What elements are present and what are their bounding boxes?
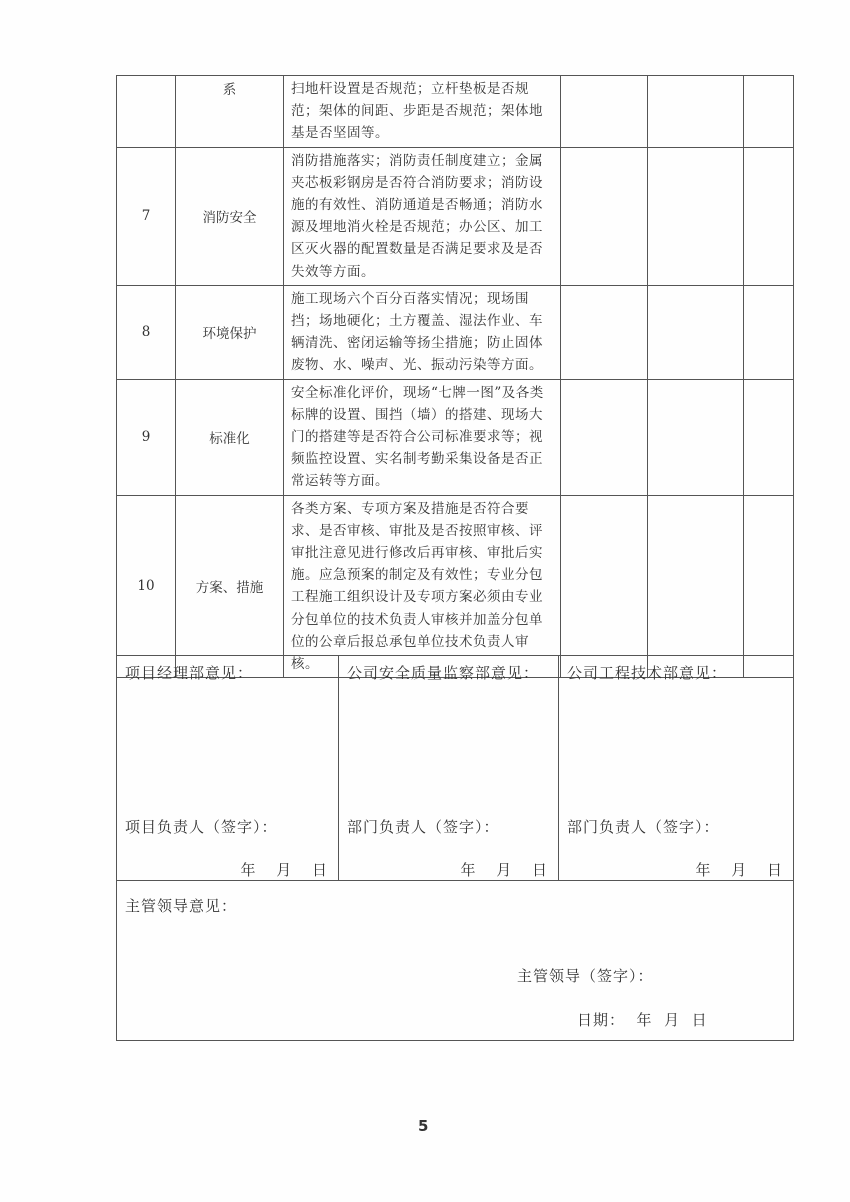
table-row [117,379,794,495]
row-item: 环境保护 [176,285,284,379]
row-description: 扫地杆设置是否规范；立杆垫板是否规范；架体的间距、步距是否规范；架体地基是否坚固等。 [284,76,561,148]
opinion-label: 主管领导意见： [125,897,238,915]
leader-opinion-box [116,880,794,1041]
row-item: 系 [176,76,284,148]
safety-quality-opinion-box [338,655,559,881]
signature-label: 部门负责人（签字）： [347,818,500,836]
row-number: 8 [117,285,176,379]
table-row [117,76,794,148]
row-item: 消防安全 [176,147,284,285]
row-number: 9 [117,379,176,495]
table-row [117,285,794,379]
signature-label: 主管领导（签字）： [517,967,654,985]
row-number: 7 [117,147,176,285]
row-description: 各类方案、专项方案及措施是否符合要求、是否审核、审批及是否按照审核、评审批注意见进行修改后再审核、审批后实施。应急预案的制定及有效性；专业分包工程施工组织设计及专项方案必须由专业分包单位的技术负责人审核并加盖分包单位的公章后报总承包单位技术负责人审核。 [284,495,561,678]
table-row [117,495,794,678]
page-number: 5 [418,1117,429,1135]
empty-cell [648,76,744,148]
date-label: 年 月 日 [460,861,548,879]
row-item: 方案、措施 [176,495,284,678]
empty-cell [648,147,744,285]
empty-cell [561,379,648,495]
empty-cell [561,495,648,678]
empty-cell [744,379,794,495]
engineering-opinion-box [558,655,794,881]
row-description: 安全标准化评价，现场“七牌一图”及各类标牌的设置、围挡（墙）的搭建、现场大门的搭建等是否符合公司标准要求等；视频监控设置、实名制考勤采集设备是否正常运转等方面。 [284,379,561,495]
table-row [117,147,794,285]
empty-cell [648,495,744,678]
row-item: 标准化 [176,379,284,495]
signature-label: 部门负责人（签字）： [567,818,720,836]
opinion-label: 公司安全质量监察部意见： [347,664,540,682]
empty-cell [648,285,744,379]
empty-cell [744,285,794,379]
row-number [117,76,176,148]
project-manager-opinion-box [116,655,339,881]
empty-cell [744,147,794,285]
opinion-label: 公司工程技术部意见： [567,664,728,682]
empty-cell [561,285,648,379]
row-description: 消防措施落实；消防责任制度建立；金属夹芯板彩钢房是否符合消防要求；消防设施的有效性、消防通道是否畅通；消防水源及埋地消火栓是否规范；办公区、加工区灭火器的配置数量是否满足要求及是否失效等方面。 [284,147,561,285]
empty-cell [744,495,794,678]
date-label: 年 月 日 [695,861,783,879]
empty-cell [561,76,648,148]
signature-label: 项目负责人（签字）： [125,818,278,836]
row-description: 施工现场六个百分百落实情况；现场围挡；场地硬化；土方覆盖、湿法作业、车辆清洗、密闭运输等扬尘措施；防止固体废物、水、噪声、光、振动污染等方面。 [284,285,561,379]
opinion-label: 项目经理部意见： [125,664,254,682]
empty-cell [648,379,744,495]
inspection-table [116,75,794,678]
row-number: 10 [117,495,176,678]
date-label: 日期： 年 月 日 [577,1011,708,1029]
date-label: 年 月 日 [240,861,328,879]
empty-cell [744,76,794,148]
empty-cell [561,147,648,285]
